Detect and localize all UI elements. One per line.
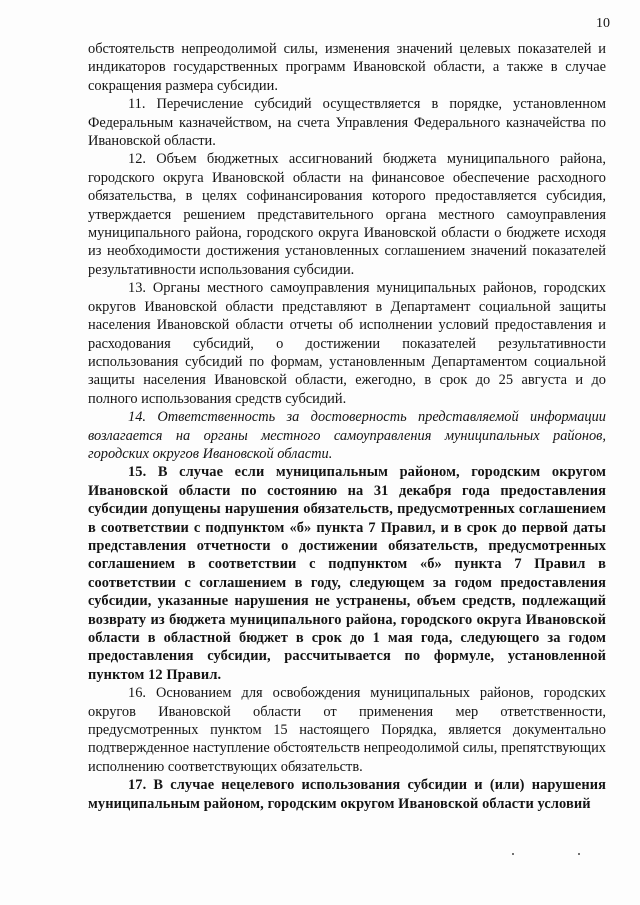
paragraph-13: 13. Органы местного самоуправления муниципальных районов, городских округов Ивановской области представляют в Департамент социальной защиты населения Ивановской области отчеты об исполнении условий предоставления и расходования субсидий, о достижении показателей результативности использования субсидий по формам, установленным Департаментом социальной защиты населения Ивановской области, ежегодно, в срок до 25 августа и до полного использования средств субсидий. <box>88 280 606 407</box>
paragraph-14: 14. Ответственность за достоверность представляемой информации возлагается на органы местного самоуправления муниципальных районов, городских округов Ивановской области. <box>88 409 606 462</box>
paragraph-17: 17. В случае нецелевого использования субсидии и (или) нарушения муниципальным районом, городским округом Ивановской области условий <box>88 777 606 812</box>
paragraph-15: 15. В случае если муниципальным районом, городским округом Ивановской области по состоянию на 31 декабря года предоставления субсидии допущены нарушения обязательств, предусмотренных соглашением в соответствии с подпунктом «б» пункта 7 Правил, и в срок до первой даты представления отчетности о достижении обязательств, предусмотренных соглашением в соответствии с подпунктом «б» пункта 7 Правил в соответствии с соглашением в году, следующем за годом предоставления субсидии, указанные нарушения не устранены, объем средств, подлежащий возврату из бюджета муниципального района, городского округа Ивановской области в областной бюджет в срок до 1 мая года, следующего за годом предоставления субсидии, рассчитывается по формуле, установленной пунктом 12 Правил. <box>88 464 606 683</box>
document-body <box>88 40 606 813</box>
paragraph-11: 11. Перечисление субсидий осуществляется в порядке, установленном Федеральным казначейством, на счета Управления Федерального казначейства по Ивановской области. <box>88 96 606 150</box>
scan-speck <box>512 853 514 855</box>
page-number: 10 <box>596 16 610 31</box>
paragraph-continuation: обстоятельств непреодолимой силы, изменения значений целевых показателей и индикаторов государственных программ Ивановской области, а также в случае сокращения размера субсидии. <box>88 41 606 94</box>
scan-speck <box>578 853 580 855</box>
paragraph-12: 12. Объем бюджетных ассигнований бюджета муниципального района, городского округа Ивановской области на финансовое обеспечение расходного обязательства, в целях софинансирования которого предоставляется субсидия, утверждается решением представительного органа местного самоуправления муниципального района, городского округа Ивановской области о бюджете исходя из необходимости достижения установленных соглашением значений показателей результативности использования субсидии. <box>88 151 606 278</box>
paragraph-16: 16. Основанием для освобождения муниципальных районов, городских округов Ивановской области от применения мер ответственности, предусмотренных пунктом 15 настоящего Порядка, является документально подтвержденное наступление обстоятельств непреодолимой силы, препятствующих исполнению соответствующих обязательств. <box>88 685 606 775</box>
